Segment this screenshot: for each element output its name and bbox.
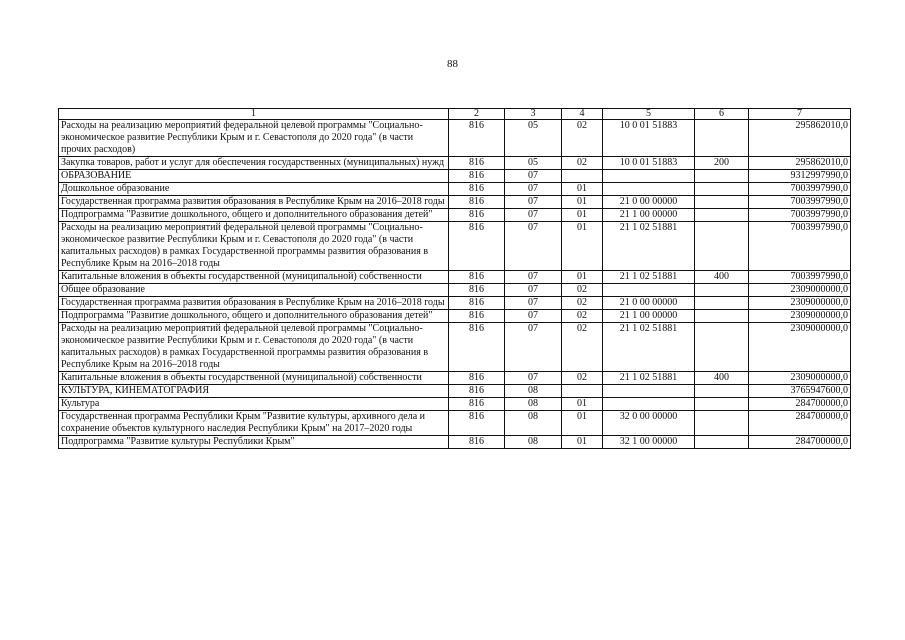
row-code: 816 (449, 170, 505, 183)
row-amount: 7003997990,0 (749, 271, 851, 284)
row-amount: 7003997990,0 (749, 183, 851, 196)
table-row (59, 372, 851, 385)
table-row (59, 310, 851, 323)
row-target (603, 284, 695, 297)
row-amount: 2309000000,0 (749, 297, 851, 310)
table-row (59, 196, 851, 209)
row-name: Расходы на реализацию мероприятий федеральной целевой программы "Социально-экономическое развитие Республики Крым и г. Севастополя до 2020 года" (в части капитальных расходов) в рамках Государственной программы развития образования в Республике Крым на 2016–2018 годы (59, 323, 449, 372)
row-name: Государственная программа развития образования в Республике Крым на 2016–2018 годы (59, 297, 449, 310)
row-type (695, 120, 749, 157)
table-row (59, 183, 851, 196)
row-subsection: 02 (562, 120, 603, 157)
row-section: 07 (505, 196, 562, 209)
row-type (695, 196, 749, 209)
row-name: КУЛЬТУРА, КИНЕМАТОГРАФИЯ (59, 385, 449, 398)
row-code: 816 (449, 196, 505, 209)
row-target (603, 385, 695, 398)
row-code: 816 (449, 310, 505, 323)
row-section: 08 (505, 436, 562, 449)
row-section: 07 (505, 310, 562, 323)
row-subsection: 02 (562, 297, 603, 310)
row-code: 816 (449, 120, 505, 157)
row-amount: 3765947600,0 (749, 385, 851, 398)
row-target: 10 0 01 51883 (603, 157, 695, 170)
row-subsection: 01 (562, 271, 603, 284)
header-col-5: 5 (603, 109, 695, 120)
row-type (695, 222, 749, 271)
row-subsection: 02 (562, 284, 603, 297)
row-section: 07 (505, 209, 562, 222)
row-subsection: 01 (562, 209, 603, 222)
header-col-7: 7 (749, 109, 851, 120)
row-amount: 295862010,0 (749, 157, 851, 170)
row-code: 816 (449, 385, 505, 398)
row-section: 05 (505, 157, 562, 170)
row-amount: 295862010,0 (749, 120, 851, 157)
row-code: 816 (449, 323, 505, 372)
table-row (59, 120, 851, 157)
row-name: Расходы на реализацию мероприятий федеральной целевой программы "Социально-экономическое развитие Республики Крым и г. Севастополя до 2020 года" (в части капитальных расходов) в рамках Государственной программы развития образования в Республике Крым на 2016–2018 годы (59, 222, 449, 271)
row-type (695, 297, 749, 310)
row-amount: 284700000,0 (749, 398, 851, 411)
row-name: Закупка товаров, работ и услуг для обеспечения государственных (муниципальных) нужд (59, 157, 449, 170)
row-type (695, 323, 749, 372)
row-amount: 284700000,0 (749, 411, 851, 436)
row-name: Капитальные вложения в объекты государственной (муниципальной) собственности (59, 271, 449, 284)
row-name: Государственная программа развития образования в Республике Крым на 2016–2018 годы (59, 196, 449, 209)
table-row (59, 323, 851, 372)
table-row (59, 271, 851, 284)
row-section: 07 (505, 271, 562, 284)
row-amount: 7003997990,0 (749, 222, 851, 271)
row-target: 21 1 02 51881 (603, 271, 695, 284)
row-type: 400 (695, 372, 749, 385)
row-name: Дошкольное образование (59, 183, 449, 196)
row-target (603, 170, 695, 183)
row-section: 07 (505, 372, 562, 385)
row-name: ОБРАЗОВАНИЕ (59, 170, 449, 183)
row-subsection (562, 170, 603, 183)
row-amount: 2309000000,0 (749, 323, 851, 372)
row-target: 21 0 00 00000 (603, 297, 695, 310)
row-code: 816 (449, 297, 505, 310)
row-section: 08 (505, 385, 562, 398)
header-col-2: 2 (449, 109, 505, 120)
row-section: 07 (505, 284, 562, 297)
row-code: 816 (449, 398, 505, 411)
row-type (695, 411, 749, 436)
row-target: 21 1 00 00000 (603, 209, 695, 222)
row-target: 10 0 01 51883 (603, 120, 695, 157)
row-code: 816 (449, 209, 505, 222)
row-section: 07 (505, 222, 562, 271)
header-col-1: 1 (59, 109, 449, 120)
row-name: Общее образование (59, 284, 449, 297)
row-subsection: 01 (562, 398, 603, 411)
table-row (59, 284, 851, 297)
row-section: 08 (505, 398, 562, 411)
row-subsection: 02 (562, 372, 603, 385)
row-amount: 9312997990,0 (749, 170, 851, 183)
row-target: 21 0 00 00000 (603, 196, 695, 209)
row-target: 21 1 02 51881 (603, 222, 695, 271)
row-section: 07 (505, 323, 562, 372)
budget-table (58, 108, 851, 449)
row-target (603, 183, 695, 196)
table-row (59, 297, 851, 310)
row-name: Государственная программа Республики Крым "Развитие культуры, архивного дела и сохранение объектов культурного наследия Республики Крым" на 2017–2020 годы (59, 411, 449, 436)
row-subsection: 01 (562, 436, 603, 449)
row-code: 816 (449, 157, 505, 170)
row-amount: 7003997990,0 (749, 209, 851, 222)
row-type (695, 170, 749, 183)
row-subsection (562, 385, 603, 398)
header-col-6: 6 (695, 109, 749, 120)
row-code: 816 (449, 411, 505, 436)
row-type (695, 436, 749, 449)
table-row (59, 209, 851, 222)
row-subsection: 01 (562, 222, 603, 271)
table-row (59, 436, 851, 449)
row-name: Подпрограмма "Развитие дошкольного, общего и дополнительного образования детей" (59, 310, 449, 323)
row-section: 05 (505, 120, 562, 157)
row-type (695, 284, 749, 297)
row-amount: 2309000000,0 (749, 310, 851, 323)
row-target: 32 1 00 00000 (603, 436, 695, 449)
row-target: 32 0 00 00000 (603, 411, 695, 436)
page-number: 88 (447, 58, 458, 70)
row-section: 08 (505, 411, 562, 436)
table-row (59, 385, 851, 398)
row-target: 21 1 00 00000 (603, 310, 695, 323)
table-row (59, 411, 851, 436)
row-subsection: 02 (562, 310, 603, 323)
table-row (59, 222, 851, 271)
row-code: 816 (449, 271, 505, 284)
row-type (695, 385, 749, 398)
row-name: Подпрограмма "Развитие культуры Республики Крым" (59, 436, 449, 449)
row-subsection: 01 (562, 183, 603, 196)
row-name: Капитальные вложения в объекты государственной (муниципальной) собственности (59, 372, 449, 385)
table-row (59, 157, 851, 170)
row-amount: 284700000,0 (749, 436, 851, 449)
row-type (695, 310, 749, 323)
row-section: 07 (505, 170, 562, 183)
header-col-3: 3 (505, 109, 562, 120)
row-name: Культура (59, 398, 449, 411)
row-type (695, 209, 749, 222)
row-code: 816 (449, 436, 505, 449)
row-code: 816 (449, 183, 505, 196)
row-name: Расходы на реализацию мероприятий федеральной целевой программы "Социально-экономическое развитие Республики Крым и г. Севастополя до 2020 года" (в части прочих расходов) (59, 120, 449, 157)
table-row (59, 398, 851, 411)
row-type (695, 183, 749, 196)
row-type: 400 (695, 271, 749, 284)
row-amount: 2309000000,0 (749, 372, 851, 385)
row-target: 21 1 02 51881 (603, 323, 695, 372)
header-col-4: 4 (562, 109, 603, 120)
table-row (59, 170, 851, 183)
row-code: 816 (449, 222, 505, 271)
row-section: 07 (505, 297, 562, 310)
row-amount: 2309000000,0 (749, 284, 851, 297)
row-target (603, 398, 695, 411)
row-code: 816 (449, 372, 505, 385)
row-amount: 7003997990,0 (749, 196, 851, 209)
row-target: 21 1 02 51881 (603, 372, 695, 385)
row-name: Подпрограмма "Развитие дошкольного, общего и дополнительного образования детей" (59, 209, 449, 222)
row-subsection: 02 (562, 323, 603, 372)
row-type: 200 (695, 157, 749, 170)
row-type (695, 398, 749, 411)
header-row (59, 109, 851, 120)
row-code: 816 (449, 284, 505, 297)
table-body (59, 120, 851, 449)
row-subsection: 01 (562, 411, 603, 436)
row-subsection: 01 (562, 196, 603, 209)
row-section: 07 (505, 183, 562, 196)
row-subsection: 02 (562, 157, 603, 170)
